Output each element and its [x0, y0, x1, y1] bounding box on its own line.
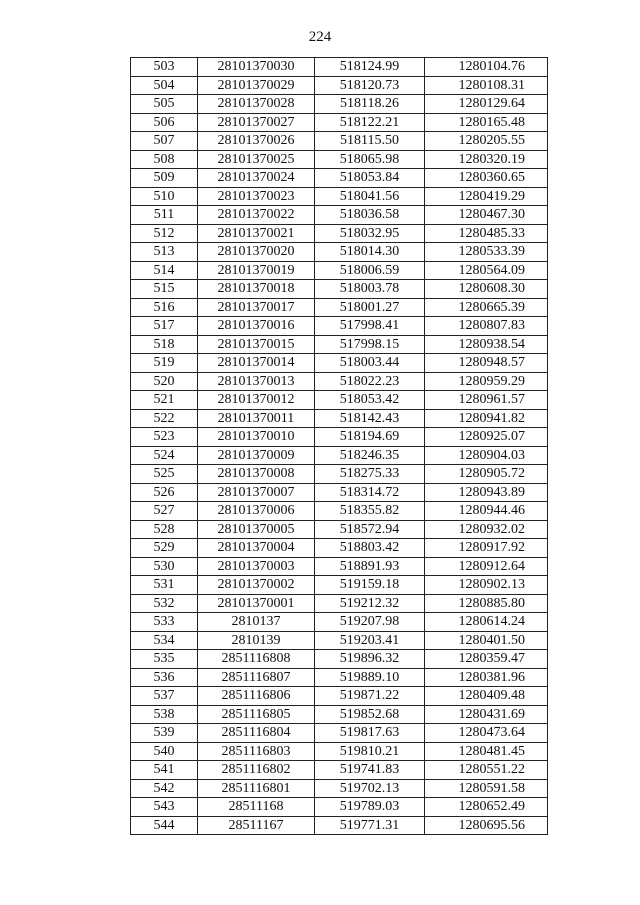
table-row — [131, 261, 548, 280]
row-index-cell: 506 — [131, 113, 198, 132]
y-coordinate-cell: 1280320.19 — [425, 150, 548, 169]
table-row — [131, 113, 548, 132]
row-index-cell: 520 — [131, 372, 198, 391]
row-index-cell: 535 — [131, 650, 198, 669]
row-index-cell: 517 — [131, 317, 198, 336]
x-coordinate-cell: 518572.94 — [315, 520, 425, 539]
point-id-cell: 2851116801 — [198, 779, 315, 798]
table-row — [131, 224, 548, 243]
y-coordinate-cell: 1280481.45 — [425, 742, 548, 761]
table-row — [131, 335, 548, 354]
row-index-cell: 516 — [131, 298, 198, 317]
point-id-cell: 28101370018 — [198, 280, 315, 299]
x-coordinate-cell: 519852.68 — [315, 705, 425, 724]
point-id-cell: 2851116804 — [198, 724, 315, 743]
row-index-cell: 505 — [131, 95, 198, 114]
point-id-cell: 28101370020 — [198, 243, 315, 262]
point-id-cell: 28101370003 — [198, 557, 315, 576]
row-index-cell: 511 — [131, 206, 198, 225]
table-row — [131, 631, 548, 650]
point-id-cell: 28101370024 — [198, 169, 315, 188]
x-coordinate-cell: 518014.30 — [315, 243, 425, 262]
y-coordinate-cell: 1280652.49 — [425, 798, 548, 817]
y-coordinate-cell: 1280902.13 — [425, 576, 548, 595]
row-index-cell: 504 — [131, 76, 198, 95]
table-row — [131, 465, 548, 484]
point-id-cell: 28101370002 — [198, 576, 315, 595]
table-row — [131, 169, 548, 188]
y-coordinate-cell: 1280885.80 — [425, 594, 548, 613]
page-number: 224 — [308, 29, 332, 45]
table-row — [131, 428, 548, 447]
row-index-cell: 527 — [131, 502, 198, 521]
point-id-cell: 28101370015 — [198, 335, 315, 354]
y-coordinate-cell: 1280419.29 — [425, 187, 548, 206]
x-coordinate-cell: 518246.35 — [315, 446, 425, 465]
point-id-cell: 28101370022 — [198, 206, 315, 225]
x-coordinate-cell: 518124.99 — [315, 58, 425, 77]
table-row — [131, 742, 548, 761]
row-index-cell: 503 — [131, 58, 198, 77]
table-row — [131, 798, 548, 817]
table-row — [131, 298, 548, 317]
point-id-cell: 28101370030 — [198, 58, 315, 77]
y-coordinate-cell: 1280912.64 — [425, 557, 548, 576]
row-index-cell: 522 — [131, 409, 198, 428]
table-row — [131, 724, 548, 743]
y-coordinate-cell: 1280205.55 — [425, 132, 548, 151]
y-coordinate-cell: 1280961.57 — [425, 391, 548, 410]
y-coordinate-cell: 1280401.50 — [425, 631, 548, 650]
table-row — [131, 816, 548, 835]
x-coordinate-cell: 518065.98 — [315, 150, 425, 169]
row-index-cell: 540 — [131, 742, 198, 761]
row-index-cell: 544 — [131, 816, 198, 835]
x-coordinate-cell: 518001.27 — [315, 298, 425, 317]
row-index-cell: 518 — [131, 335, 198, 354]
row-index-cell: 514 — [131, 261, 198, 280]
table-row — [131, 372, 548, 391]
point-id-cell: 28101370006 — [198, 502, 315, 521]
x-coordinate-cell: 519741.83 — [315, 761, 425, 780]
point-id-cell: 28101370025 — [198, 150, 315, 169]
table-row — [131, 354, 548, 373]
y-coordinate-cell: 1280409.48 — [425, 687, 548, 706]
row-index-cell: 512 — [131, 224, 198, 243]
x-coordinate-cell: 519789.03 — [315, 798, 425, 817]
table-row — [131, 502, 548, 521]
table-row — [131, 520, 548, 539]
point-id-cell: 28101370029 — [198, 76, 315, 95]
row-index-cell: 523 — [131, 428, 198, 447]
y-coordinate-cell: 1280533.39 — [425, 243, 548, 262]
y-coordinate-cell: 1280129.64 — [425, 95, 548, 114]
row-index-cell: 519 — [131, 354, 198, 373]
point-id-cell: 2810137 — [198, 613, 315, 632]
point-id-cell: 2851116808 — [198, 650, 315, 669]
x-coordinate-cell: 518053.84 — [315, 169, 425, 188]
point-id-cell: 2851116807 — [198, 668, 315, 687]
y-coordinate-cell: 1280807.83 — [425, 317, 548, 336]
point-id-cell: 28101370001 — [198, 594, 315, 613]
coordinates-table — [130, 57, 548, 835]
x-coordinate-cell: 519889.10 — [315, 668, 425, 687]
x-coordinate-cell: 519871.22 — [315, 687, 425, 706]
x-coordinate-cell: 518355.82 — [315, 502, 425, 521]
y-coordinate-cell: 1280381.96 — [425, 668, 548, 687]
x-coordinate-cell: 519207.98 — [315, 613, 425, 632]
x-coordinate-cell: 518041.56 — [315, 187, 425, 206]
point-id-cell: 2851116805 — [198, 705, 315, 724]
x-coordinate-cell: 518032.95 — [315, 224, 425, 243]
x-coordinate-cell: 519203.41 — [315, 631, 425, 650]
row-index-cell: 532 — [131, 594, 198, 613]
row-index-cell: 510 — [131, 187, 198, 206]
x-coordinate-cell: 519771.31 — [315, 816, 425, 835]
row-index-cell: 537 — [131, 687, 198, 706]
y-coordinate-cell: 1280905.72 — [425, 465, 548, 484]
row-index-cell: 521 — [131, 391, 198, 410]
x-coordinate-cell: 519159.18 — [315, 576, 425, 595]
point-id-cell: 28101370019 — [198, 261, 315, 280]
table-row — [131, 779, 548, 798]
x-coordinate-cell: 517998.41 — [315, 317, 425, 336]
point-id-cell: 2810139 — [198, 631, 315, 650]
table-row — [131, 705, 548, 724]
y-coordinate-cell: 1280904.03 — [425, 446, 548, 465]
y-coordinate-cell: 1280473.64 — [425, 724, 548, 743]
point-id-cell: 28511168 — [198, 798, 315, 817]
y-coordinate-cell: 1280665.39 — [425, 298, 548, 317]
row-index-cell: 530 — [131, 557, 198, 576]
row-index-cell: 524 — [131, 446, 198, 465]
y-coordinate-cell: 1280943.89 — [425, 483, 548, 502]
x-coordinate-cell: 518036.58 — [315, 206, 425, 225]
row-index-cell: 531 — [131, 576, 198, 595]
y-coordinate-cell: 1280104.76 — [425, 58, 548, 77]
point-id-cell: 28101370010 — [198, 428, 315, 447]
y-coordinate-cell: 1280591.58 — [425, 779, 548, 798]
table-row — [131, 391, 548, 410]
point-id-cell: 28101370005 — [198, 520, 315, 539]
point-id-cell: 28101370026 — [198, 132, 315, 151]
y-coordinate-cell: 1280165.48 — [425, 113, 548, 132]
point-id-cell: 2851116802 — [198, 761, 315, 780]
table-row — [131, 317, 548, 336]
table-row — [131, 95, 548, 114]
x-coordinate-cell: 518314.72 — [315, 483, 425, 502]
row-index-cell: 526 — [131, 483, 198, 502]
y-coordinate-cell: 1280431.69 — [425, 705, 548, 724]
table-row — [131, 668, 548, 687]
y-coordinate-cell: 1280614.24 — [425, 613, 548, 632]
row-index-cell: 508 — [131, 150, 198, 169]
table-row — [131, 539, 548, 558]
table-row — [131, 58, 548, 77]
y-coordinate-cell: 1280959.29 — [425, 372, 548, 391]
y-coordinate-cell: 1280695.56 — [425, 816, 548, 835]
row-index-cell: 513 — [131, 243, 198, 262]
table-row — [131, 650, 548, 669]
table-row — [131, 594, 548, 613]
x-coordinate-cell: 519810.21 — [315, 742, 425, 761]
row-index-cell: 539 — [131, 724, 198, 743]
y-coordinate-cell: 1280932.02 — [425, 520, 548, 539]
x-coordinate-cell: 519817.63 — [315, 724, 425, 743]
y-coordinate-cell: 1280485.33 — [425, 224, 548, 243]
table-row — [131, 280, 548, 299]
point-id-cell: 28101370014 — [198, 354, 315, 373]
point-id-cell: 28101370011 — [198, 409, 315, 428]
row-index-cell: 509 — [131, 169, 198, 188]
row-index-cell: 507 — [131, 132, 198, 151]
x-coordinate-cell: 519896.32 — [315, 650, 425, 669]
x-coordinate-cell: 518118.26 — [315, 95, 425, 114]
row-index-cell: 515 — [131, 280, 198, 299]
point-id-cell: 2851116803 — [198, 742, 315, 761]
table-row — [131, 576, 548, 595]
x-coordinate-cell: 518891.93 — [315, 557, 425, 576]
x-coordinate-cell: 519212.32 — [315, 594, 425, 613]
table-row — [131, 687, 548, 706]
table-row — [131, 613, 548, 632]
point-id-cell: 28101370028 — [198, 95, 315, 114]
y-coordinate-cell: 1280944.46 — [425, 502, 548, 521]
point-id-cell: 28101370008 — [198, 465, 315, 484]
table-row — [131, 483, 548, 502]
y-coordinate-cell: 1280925.07 — [425, 428, 548, 447]
x-coordinate-cell: 517998.15 — [315, 335, 425, 354]
point-id-cell: 2851116806 — [198, 687, 315, 706]
table-row — [131, 187, 548, 206]
table-row — [131, 409, 548, 428]
y-coordinate-cell: 1280608.30 — [425, 280, 548, 299]
table-body — [131, 58, 548, 835]
table-row — [131, 132, 548, 151]
x-coordinate-cell: 518053.42 — [315, 391, 425, 410]
row-index-cell: 541 — [131, 761, 198, 780]
x-coordinate-cell: 518803.42 — [315, 539, 425, 558]
row-index-cell: 528 — [131, 520, 198, 539]
row-index-cell: 529 — [131, 539, 198, 558]
y-coordinate-cell: 1280360.65 — [425, 169, 548, 188]
row-index-cell: 525 — [131, 465, 198, 484]
y-coordinate-cell: 1280941.82 — [425, 409, 548, 428]
y-coordinate-cell: 1280359.47 — [425, 650, 548, 669]
point-id-cell: 28101370027 — [198, 113, 315, 132]
x-coordinate-cell: 518120.73 — [315, 76, 425, 95]
point-id-cell: 28101370013 — [198, 372, 315, 391]
table-row — [131, 76, 548, 95]
y-coordinate-cell: 1280551.22 — [425, 761, 548, 780]
point-id-cell: 28101370017 — [198, 298, 315, 317]
row-index-cell: 542 — [131, 779, 198, 798]
point-id-cell: 28101370009 — [198, 446, 315, 465]
point-id-cell: 28101370012 — [198, 391, 315, 410]
row-index-cell: 538 — [131, 705, 198, 724]
row-index-cell: 536 — [131, 668, 198, 687]
table-row — [131, 446, 548, 465]
table-row — [131, 150, 548, 169]
x-coordinate-cell: 518003.78 — [315, 280, 425, 299]
point-id-cell: 28101370007 — [198, 483, 315, 502]
y-coordinate-cell: 1280948.57 — [425, 354, 548, 373]
x-coordinate-cell: 518006.59 — [315, 261, 425, 280]
x-coordinate-cell: 518275.33 — [315, 465, 425, 484]
x-coordinate-cell: 519702.13 — [315, 779, 425, 798]
row-index-cell: 543 — [131, 798, 198, 817]
point-id-cell: 28101370023 — [198, 187, 315, 206]
point-id-cell: 28101370016 — [198, 317, 315, 336]
row-index-cell: 534 — [131, 631, 198, 650]
y-coordinate-cell: 1280467.30 — [425, 206, 548, 225]
y-coordinate-cell: 1280917.92 — [425, 539, 548, 558]
x-coordinate-cell: 518115.50 — [315, 132, 425, 151]
table-row — [131, 243, 548, 262]
x-coordinate-cell: 518003.44 — [315, 354, 425, 373]
x-coordinate-cell: 518142.43 — [315, 409, 425, 428]
row-index-cell: 533 — [131, 613, 198, 632]
point-id-cell: 28101370004 — [198, 539, 315, 558]
x-coordinate-cell: 518194.69 — [315, 428, 425, 447]
point-id-cell: 28511167 — [198, 816, 315, 835]
y-coordinate-cell: 1280938.54 — [425, 335, 548, 354]
table-row — [131, 557, 548, 576]
table-row — [131, 206, 548, 225]
x-coordinate-cell: 518022.23 — [315, 372, 425, 391]
y-coordinate-cell: 1280108.31 — [425, 76, 548, 95]
point-id-cell: 28101370021 — [198, 224, 315, 243]
y-coordinate-cell: 1280564.09 — [425, 261, 548, 280]
table-row — [131, 761, 548, 780]
x-coordinate-cell: 518122.21 — [315, 113, 425, 132]
